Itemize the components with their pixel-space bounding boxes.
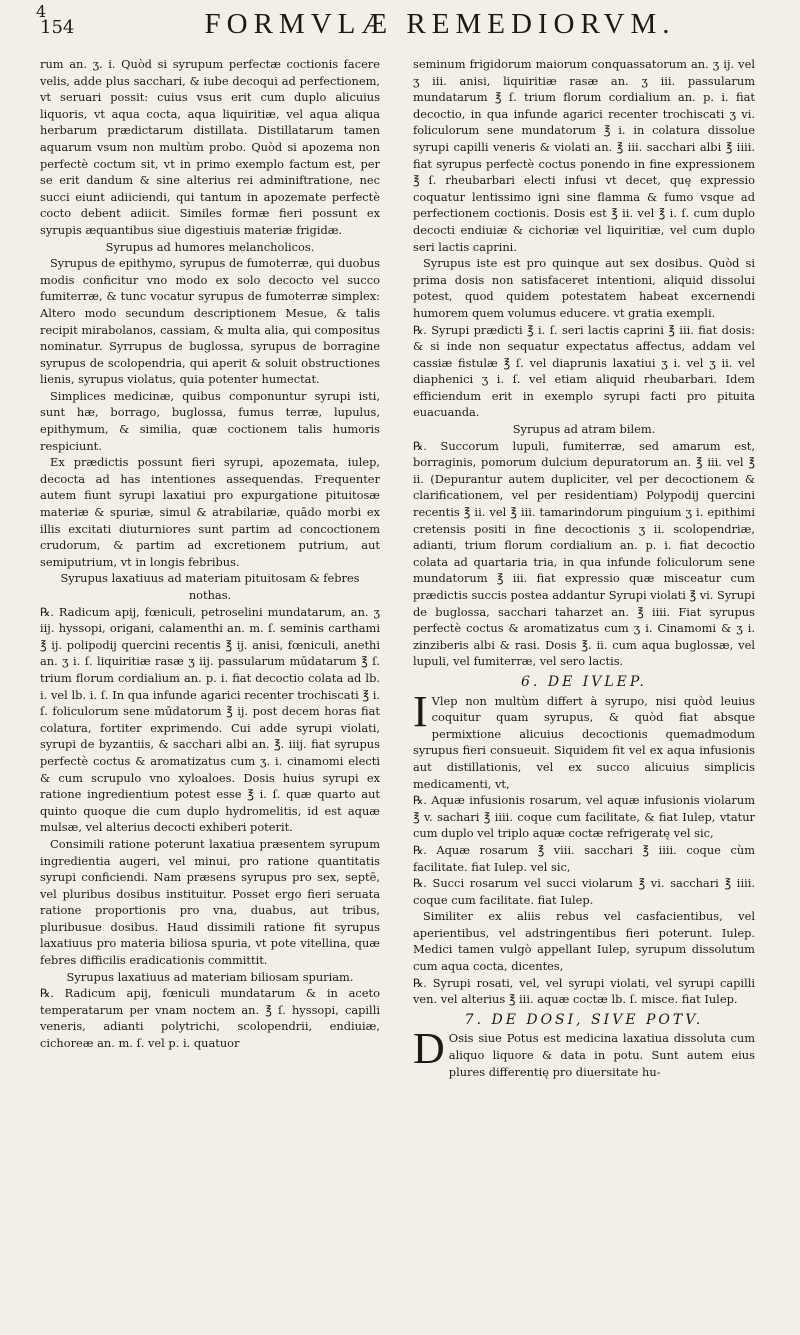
paragraph: Ex prædictis possunt fieri syrupi, apozemata, iulep, decocta ad has intentiones assequendas. Frequenter autem fiunt syrupi laxatiui pro expurgatione pituitosæ materiæ & spuriæ, simul & atrabilariæ, quādo morbi ex illis excitati diuturniores sunt partim ad concoctionem crudorum, & partim ad excretionem putrium, aut semiputrium, vt in longis febribus. <box>40 455 380 569</box>
right-column <box>413 56 755 1080</box>
prescription: ℞. Aquæ infusionis rosarum, vel aquæ infusionis violarum ℥ v. sachari ℥ iiii. coque cum facilitate, & fiat Iulep, vtatur cum duplo vel triplo aquæ coctæ refrigeratę vel sic, <box>413 793 755 841</box>
paragraph: Syrupus de epithymo, syrupus de fumoterræ, qui duobus modis conficitur vno modo ex solo decocto vel succo fumiterræ, & tunc vocatur syrupus de fumoterræ simplex: Altero modo secundum descriptionem Mesue, & talis recipit mirabolanos, cassiam, & multa alia, qui compositus nominatur. Syrrupus de buglossa, syrupus de borragine syrupus de scolopendria, qui aperit & soluit obstructiones lienis, syrupus violatus, quia potenter humectat. <box>40 256 380 387</box>
running-title: FORMVLÆ REMEDIORVM. <box>204 8 676 40</box>
subheading: Syrupus ad humores melancholicos. <box>105 239 315 254</box>
section-heading-dosis: 7. DE DOSI, SIVE POTV. <box>464 1011 704 1028</box>
dropcap: D <box>413 1024 445 1074</box>
paragraph: seminum frigidorum maiorum conquassatorum an. ʒ ij. vel ʒ iii. anisi, liquiritiæ rasæ an. ʒ iii. passularum mundatarum ℥ ſ. trium florum cordialium an. p. i. fiat decoctio, in qua infunde agarici recenter trochiscati ʒ vi. foliculorum sene mundatorum ℥ i. in colatura dissolue syrupi capilli veneris & violati an. ℥ iii. sacchari albi ℥ iiii. fiat syrupus perfectè coctus ponendo in fine expressionem ℥ ſ. rheubarbari electi infusi vt decet, quę expressio coquatur lentissimo igni sine flamma & fumo vsque ad perfectionem coctionis. Dosis est ℥ ii. vel ℥ i. ſ. cum duplo decocti endiuiæ & cichoriæ vel liquiritiæ, vel cum duplo seri lactis caprini. <box>413 57 755 254</box>
page-header <box>40 8 780 48</box>
prescription: ℞. Succi rosarum vel succi violarum ℥ vi. sacchari ℥ iiii. coque cum facilitate. fiat Iulep. <box>413 876 755 907</box>
subheading: Syrupus laxatiuus ad materiam pituitosam & febres nothas. <box>60 571 360 602</box>
subheading: Syrupus ad atram bilem. <box>512 422 656 437</box>
prescription: ℞. Radicum apij, fœniculi mundatarum & in aceto temperatarum per vnam noctem an. ℥ ſ. hyssopi, capilli veneris, adianti polytrichi, scolopendrii, endiuiæ, cichoreæ an. m. ſ. vel p. i. quatuor <box>40 986 380 1051</box>
prescription: ℞. Radicum apij, fœniculi, petroselini mundatarum, an. ʒ iij. hyssopi, origani, calamenthi an. m. ſ. seminis carthami ℥ ij. polipodij quercini recentis ℥ ij. anisi, fœniculi, anethi an. ʒ i. ſ. liquiritiæ rasæ ʒ iij. passularum mūdatarum ℥ ſ. trium florum cordialium an. p. i. fiat decoctio colata ad lb. i. vel lb. i. ſ. In qua infunde agarici recenter trochiscati ℥ i. ſ. foliculorum sene mūdatorum ℥ ij. post decem horas fiat colatura, fortiter exprimendo. Cui adde syrupi violati, syrupi de byzantiis, & sacchari albi an. ℥. iiij. fiat syrupus perfectè coctus & aromatizatus cum ʒ. i. cinamomi electi & cum scrupulo vno xyloaloes. Dosis huius syrupi ex ratione ingredientium potest esse ℥ i. ſ. quæ quarto aut quinto quoque die cum duplo hydromelitis, id est aquæ mulsæ, vel alterius decocti exhiberi poterit. <box>40 604 380 835</box>
paragraph: Simplices medicinæ, quibus componuntur syrupi isti, sunt hæ, borrago, buglossa, fumus terræ, lupulus, epithymum, & similia, quæ coctionem talis humoris respiciunt. <box>40 388 380 453</box>
paragraph: Syrupus iste est pro quinque aut sex dosibus. Quòd si prima dosis non satisfaceret intentioni, aliquid dissolui potest, quod quidem potestatem habeat excernendi humorem quem volumus educere. vt gratia exempli. <box>413 256 755 320</box>
prescription: ℞. Aquæ rosarum ℥ viii. sacchari ℥ iiii. coque cùm facilitate. fiat Iulep. vel sic, <box>413 842 755 874</box>
prescription: ℞. Syrupi prædicti ℥ i. ſ. seri lactis caprini ℥ iii. fiat dosis: & si inde non sequatur expectatus affectus, addam vel cassiæ fistulæ ℥ ſ. vel diaprunis laxatiui ʒ i. vel ʒ ii. vel diaphenici ʒ i. ſ. vel etiam aliquid rheubarbari. Idem efficiendum erit in exemplo syrupi facti pro pituita euacuanda. <box>413 322 755 420</box>
paragraph: Similiter ex aliis rebus vel casfacientibus, vel aperientibus, vel adstringentibus fieri poterunt. Iulep. Medici tamen vulgò appellant Iulep, syrupum dissolutum cum aqua cocta, dicentes, <box>413 909 755 974</box>
dropcap: I <box>413 686 428 736</box>
prescription: ℞. Succorum lupuli, fumiterræ, sed amarum est, borraginis, pomorum dulcium depuratorum an. ℥ iii. vel ℥ ii. (Depurantur autem dupliciter, vel per decoctionem & clarificationem, vel per residentiam) Polypodij quercini recentis ℥ ii. vel ℥ iii. tamarindorum pinguium ʒ i. epithimi cretensis positi in fine decoctionis ʒ ii. scolopendriæ, adianti, trium florum cordialium an. p. i. fiat decoctio colata ad quartaria tria, in qua infunde foliculorum sene mundatorum ℥ iii. fiat expressio quæ misceatur cum prædictis succis postea addantur Syrupi violati ℥ vi. Syrupi de buglossa, sacchari taharzet an. ℥ iiii. Fiat syrupus perfectè coctus & aromatizatus cum ʒ i. Cinamomi & ʒ i. zinziberis albi & rasi. Dosis ℥. ii. cum aqua buglossæ, vel lupuli, vel fumiterræ, vel sero lactis. <box>413 438 755 669</box>
dosis-intro <box>413 1024 755 1080</box>
margin-mark: 4 <box>36 2 47 21</box>
paragraph: Consimili ratione poterunt laxatiua præsentem syrupum ingredientia augeri, vel minui, pro ratione quantitatis syrupi conficiendi. Nam præsens syrupus pro sex, septē, vel pluribus dosibus instituitur. Posset ergo fieri seruata ratione proportionis pro vna, duabus, aut tribus, pluribusue dosibus. Haud dissimili ratione fit syrupus laxatiuus pro materia biliosa spuria, vt pote vitellina, quæ febres difficilis eradicationis committit. <box>40 836 380 968</box>
paragraph-text: Osis siue Potus est medicina laxatiua dissoluta cum aliquo liquore & data in potu. Sunt autem eius plures differentię pro diuersitate hu- <box>448 1031 755 1079</box>
paragraph: rum an. ʒ. i. Quòd si syrupum perfectæ coctionis facere velis, adde plus sacchari, & iube decoqui ad perfectionem, vt seruari possit: cuius vsus erit cum duplo alicuius liquoris, vt aqua cocta, aqua liquiritiæ, vel aqua aliqua herbarum prædictarum distillata. Distillatarum tamen aquarum vsum non multùm probo. Quòd si apozema non perfectè coctum sit, vt in primo exemplo factum est, per se erit dandum & sine alterius rei adminiftratione, nec succi eiunt adiiciendi, qui tantum in apozemate perfectè cocto debent adiicit. Similes formæ fieri possunt ex syrupis æquantibus siue digestiuis materiæ frigidæ. <box>40 57 380 237</box>
section-heading-julep: 6. DE IVLEP. <box>521 673 647 690</box>
page-number: 154 <box>40 17 75 38</box>
paragraph-text: Vlep non multùm differt à syrupo, nisi quòd leuius coquitur quam syrupus, & quòd fiat absque permixtione alicuius decoctionis quemadmodum syrupus fieri consueuit. Siquidem fit vel ex aqua infusionis aut distillationis, vel ex succo alicuius simplicis medicamenti, vt, <box>413 693 755 791</box>
left-column <box>40 56 380 1052</box>
prescription: ℞. Syrupi rosati, vel, vel syrupi violati, vel syrupi capilli ven. vel alterius ℥ iii. aquæ coctæ lb. ſ. misce. fiat Iulep. <box>413 975 755 1007</box>
julep-intro <box>413 686 755 793</box>
subheading: Syrupus laxatiuus ad materiam biliosam spuriam. <box>66 969 354 984</box>
